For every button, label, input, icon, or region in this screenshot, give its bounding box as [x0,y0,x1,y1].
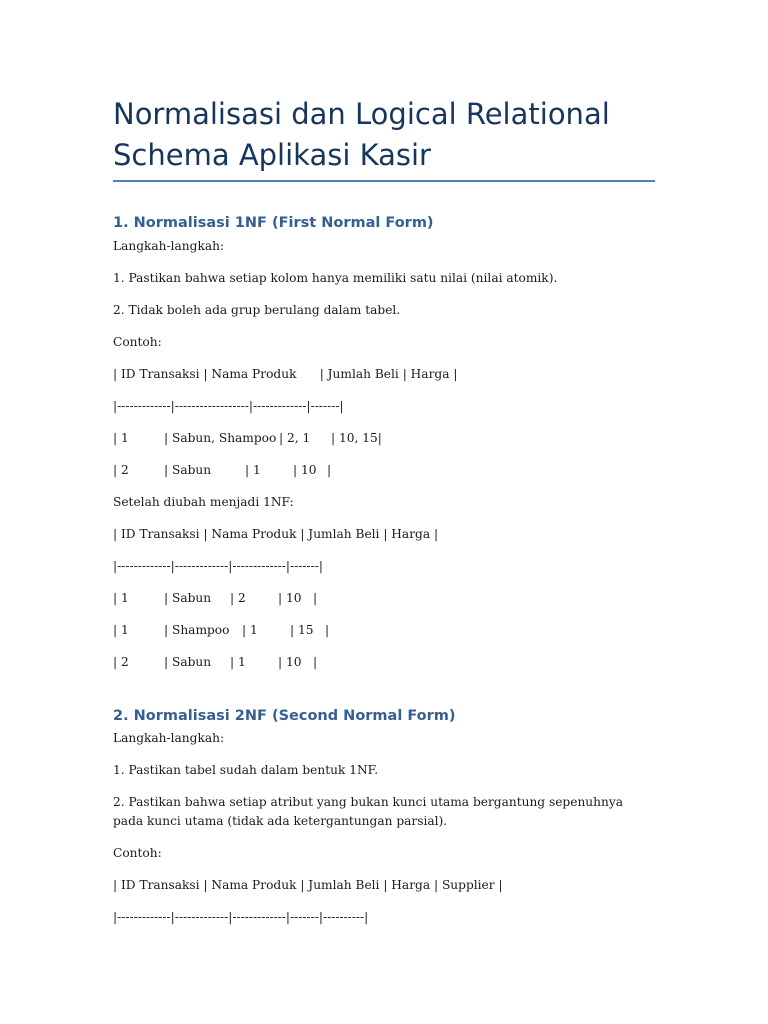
section-2-step-1: 1. Pastikan tabel sudah dalam bentuk 1NF. [113,763,379,777]
section-1-step-1: 1. Pastikan bahwa setiap kolom hanya memiliki satu nilai (nilai atomik). [113,271,558,285]
section-2-example-label: Contoh: [113,846,162,860]
before-table-header: | ID Transaksi | Nama Produk | Jumlah Beli | Harga | [113,367,458,381]
after-table-separator: |-------------|-------------|-------------|-------| [113,559,323,573]
table-cell: | [327,463,332,477]
table-cell: | 1 [230,655,246,669]
table-cell: | Sabun [164,463,212,477]
table-cell: | [313,655,318,669]
section-1-step-2: 2. Tidak boleh ada grup berulang dalam tabel. [113,303,401,317]
section-1-steps-label: Langkah-langkah: [113,239,225,253]
table-cell: | [313,591,318,605]
section-2-table-separator: |-------------|-------------|-------------|-------|----------| [113,910,369,924]
table-cell: | 2 [113,655,129,669]
table-cell: | [325,623,330,637]
table-cell: | 1 [242,623,258,637]
table-cell: | 2, 1 [279,431,311,445]
table-cell: | Shampoo [164,623,230,637]
section-2-heading: 2. Normalisasi 2NF (Second Normal Form) [113,708,456,724]
table-cell: | 1 [113,591,129,605]
table-cell: | 10 [278,591,302,605]
title-underline [113,180,655,182]
table-cell: | Sabun, Shampoo [164,431,277,445]
table-cell: | 2 [113,463,129,477]
section-2-step-2: 2. Pastikan bahwa setiap atribut yang bukan kunci utama bergantung sepenuhnya pada kunci utama (tidak ada ketergantungan parsial). [113,795,623,828]
table-cell: | 1 [113,623,129,637]
table-cell: | 1 [245,463,261,477]
after-conversion-label: Setelah diubah menjadi 1NF: [113,495,294,509]
table-cell: | 10 [278,655,302,669]
after-table-header: | ID Transaksi | Nama Produk | Jumlah Beli | Harga | [113,527,439,541]
section-1-heading: 1. Normalisasi 1NF (First Normal Form) [113,215,434,231]
section-2-table-header: | ID Transaksi | Nama Produk | Jumlah Beli | Harga | Supplier | [113,878,503,892]
table-cell: | 2 [230,591,246,605]
before-table-separator: |-------------|------------------|-------------|-------| [113,399,344,413]
table-cell: | 15 [290,623,314,637]
section-2-steps-label: Langkah-langkah: [113,731,225,745]
table-cell: | 10 [293,463,317,477]
document-title: Normalisasi dan Logical Relational Schema Aplikasi Kasir [113,97,610,172]
section-1-example-label: Contoh: [113,335,162,349]
table-cell: | Sabun [164,591,212,605]
table-cell: | Sabun [164,655,212,669]
table-cell: | 1 [113,431,129,445]
table-cell: | 10, 15| [331,431,382,445]
